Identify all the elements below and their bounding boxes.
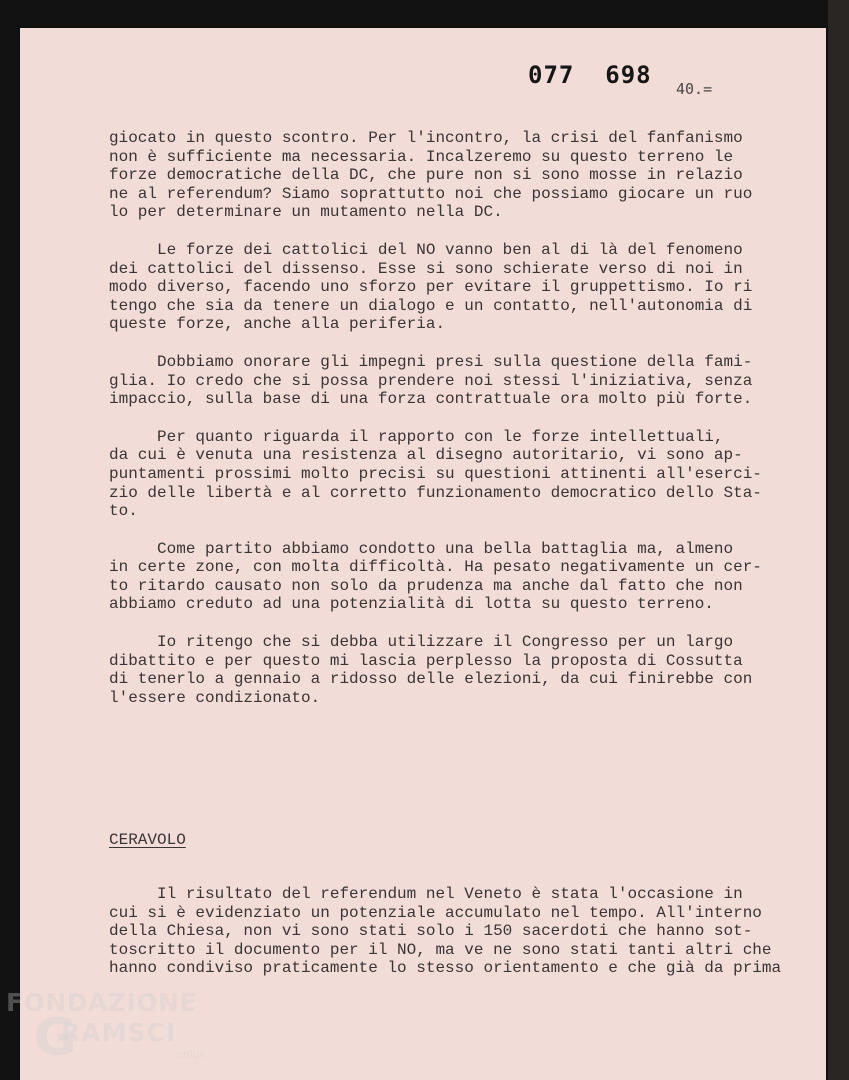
paragraph-6 <box>109 633 779 707</box>
fondazione-gramsci-watermark <box>6 988 221 1068</box>
document-page <box>20 28 826 1080</box>
text-line: Io ritengo che si debba utilizzare il Congresso per un largo <box>109 633 734 652</box>
paragraph-1 <box>109 129 779 222</box>
text-line: queste forze, anche alla periferia. <box>109 315 446 334</box>
text-line: non è sufficiente ma necessaria. Incalzeremo su questo terreno le <box>109 147 734 166</box>
watermark-line-1: FONDAZIONE <box>6 988 198 1017</box>
text-line: hanno condiviso praticamente lo stesso orientamento e che già da prima <box>109 959 782 978</box>
text-line: ne al referendum? Siamo soprattutto noi che possiamo giocare un ruo <box>109 184 753 203</box>
text-line: l'essere condizionato. <box>109 688 321 707</box>
text-line: abbiamo creduto ad una potenzialità di lotta su questo terreno. <box>109 595 714 614</box>
text-line: to ritardo causato non solo da prudenza ma anche dal fatto che non <box>109 576 743 595</box>
watermark-g-mark: G <box>34 1008 77 1068</box>
text-line: dei cattolici del dissenso. Esse si sono schierate verso di noi in <box>109 259 743 278</box>
text-line: glia. Io credo che si possa prendere noi stessi l'iniziativa, senza <box>109 371 753 390</box>
text-line: puntamenti prossimi molto precisi su questioni attinenti all'eserci- <box>109 464 762 483</box>
text-line: Per quanto riguarda il rapporto con le forze intellettuali, <box>109 427 724 446</box>
speaker-paragraph <box>109 885 799 978</box>
body-text <box>109 129 779 726</box>
text-line: giocato in questo scontro. Per l'incontro, la crisi del fanfanismo <box>109 129 743 147</box>
text-line: modo diverso, facendo uno sforzo per evitare il gruppettismo. Io ri <box>109 278 753 297</box>
text-line: della Chiesa, non vi sono stati solo i 150 sacerdoti che hanno sot- <box>109 922 753 941</box>
text-line: impaccio, sulla base di una forza contrattuale ora molto più forte. <box>109 390 753 409</box>
text-line: dibattito e per questo mi lascia perplesso la proposta di Cossutta <box>109 651 743 670</box>
paragraph-5 <box>109 540 779 614</box>
paragraph-3 <box>109 353 779 409</box>
text-line: Come partito abbiamo condotto una bella battaglia ma, almeno <box>109 539 734 558</box>
text-line: da cui è venuta una resistenza al disegno autoritario, vi sono ap- <box>109 446 743 465</box>
text-line: di tenerlo a gennaio a ridosso delle elezioni, da cui finirebbe con <box>109 670 753 689</box>
text-line: tengo che sia da tenere un dialogo e un contatto, nell'autonomia di <box>109 296 753 315</box>
text-line: to. <box>109 502 138 521</box>
paragraph-4 <box>109 428 779 521</box>
paragraph-2 <box>109 241 779 334</box>
text-line: zio delle libertà e al corretto funzionamento democratico dello Sta- <box>109 483 762 502</box>
document-number: 077 698 <box>528 61 652 89</box>
text-line: cui si è evidenziato un potenziale accumulato nel tempo. All'interno <box>109 903 762 922</box>
text-line: in certe zone, con molta difficoltà. Ha pesato negativamente un cer- <box>109 558 762 577</box>
watermark-sub: onlus <box>176 1048 206 1061</box>
text-line: lo per determinare un mutamento nella DC. <box>109 203 503 222</box>
text-line: toscritto il documento per il NO, ma ve ne sono stati tanti altri che <box>109 940 772 959</box>
speaker-heading: CERAVOLO <box>109 831 186 849</box>
text-line: forze democratiche della DC, che pure non si sono mosse in relazio <box>109 166 743 185</box>
watermark-line-2: RAMSCI <box>61 1018 177 1047</box>
page-number: 40.= <box>676 80 713 98</box>
scan-background-edge <box>828 0 849 1080</box>
text-line: Il risultato del referendum nel Veneto è stata l'occasione in <box>109 885 743 903</box>
text-line: Le forze dei cattolici del NO vanno ben al di là del fenomeno <box>109 240 743 259</box>
text-line: Dobbiamo onorare gli impegni presi sulla questione della fami- <box>109 352 753 371</box>
